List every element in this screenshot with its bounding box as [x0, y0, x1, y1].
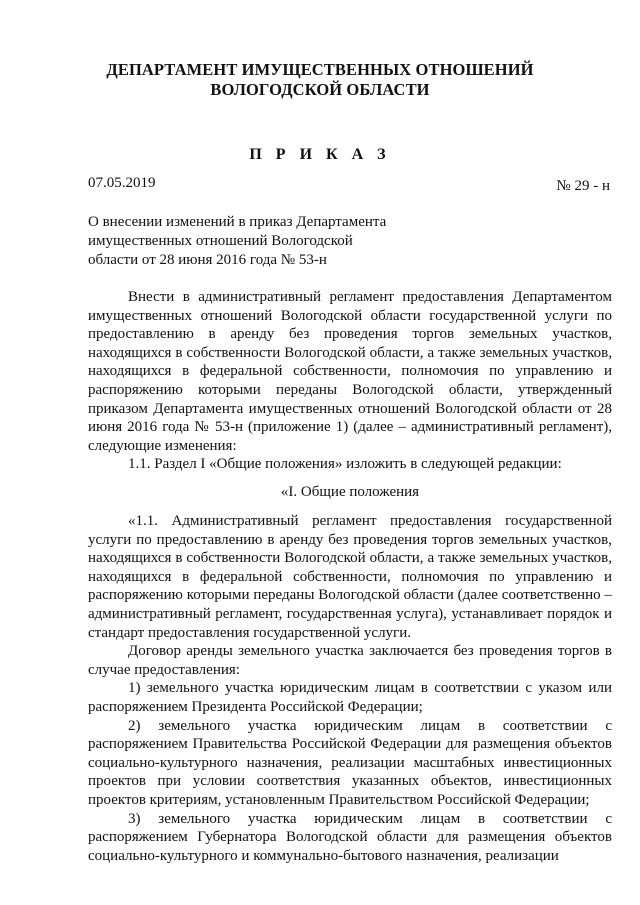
intro-block: [88, 288, 612, 474]
subject-line: области от 28 июня 2016 года № 53-н: [88, 252, 327, 268]
section-heading: «I. Общие положения: [280, 484, 420, 500]
subject-line: имущественных отношений Вологодской: [88, 233, 353, 249]
document-number: № 29 - н: [556, 178, 610, 194]
clause-1-1-paragraph: «1.1. Административный регламент предоставления государственной услуги по предоставлению в аренду без проведения торгов земельных участков, находящихся в собственности Вологодской области, а также земельных участков, находящихся в федеральной собственности, полномочия по управлению и распоряжению которыми переданы Вологодской области (далее соответственно – административный регламент, государственная услуга), устанавливает порядок и стандарт предоставления государственной услуги.: [88, 513, 612, 641]
document-subject: [88, 213, 418, 270]
document-date: 07.05.2019: [88, 175, 156, 191]
department-name-line1: ДЕПАРТАМЕНТ ИМУЩЕСТВЕННЫХ ОТНОШЕНИЙ: [106, 60, 534, 79]
main-text-block: [88, 512, 612, 865]
case-3-paragraph: 3) земельного участка юридическим лицам в соответствии с распоряжением Губернатора Вологодской области для размещения объектов социально-культурного и коммунально-бытового назначения, реализации: [88, 810, 612, 864]
document-title: П Р И К А З: [249, 146, 391, 163]
intro-paragraph: Внести в административный регламент предоставления Департаментом имущественных отношений Вологодской области государственной услуги по предоставлению в аренду без проведения торгов земельных участков, находящихся в собственности Вологодской области, а также земельных участков, находящихся в федеральной собственности, полномочия по управлению и распоряжению которыми переданы Вологодской области, утвержденный приказом Департамента имущественных отношений Вологодской области от 28 июня 2016 года № 53-н (приложение 1) (далее – административный регламент), следующие изменения:: [88, 289, 612, 454]
subject-line: О внесении изменений в приказ Департамента: [88, 214, 387, 230]
department-name-line2: ВОЛОГОДСКОЙ ОБЛАСТИ: [210, 80, 430, 99]
item-1-1-paragraph: 1.1. Раздел I «Общие положения» изложить в следующей редакции:: [128, 456, 562, 473]
case-2-paragraph: 2) земельного участка юридическим лицам в соответствии с распоряжением Правительства Российской Федерации для размещения объектов социально-культурного назначения, реализации масштабных инвестиционных проектов при условии соответствия указанных объектов, инвестиционных проектов критериям, установленным Правительством Российской Федерации;: [88, 717, 612, 808]
lease-intro-paragraph: Договор аренды земельного участка заключается без проведения торгов в случае предоставления:: [88, 643, 612, 678]
case-1-paragraph: 1) земельного участка юридическим лицам в соответствии с указом или распоряжением Президента Российской Федерации;: [88, 680, 612, 715]
